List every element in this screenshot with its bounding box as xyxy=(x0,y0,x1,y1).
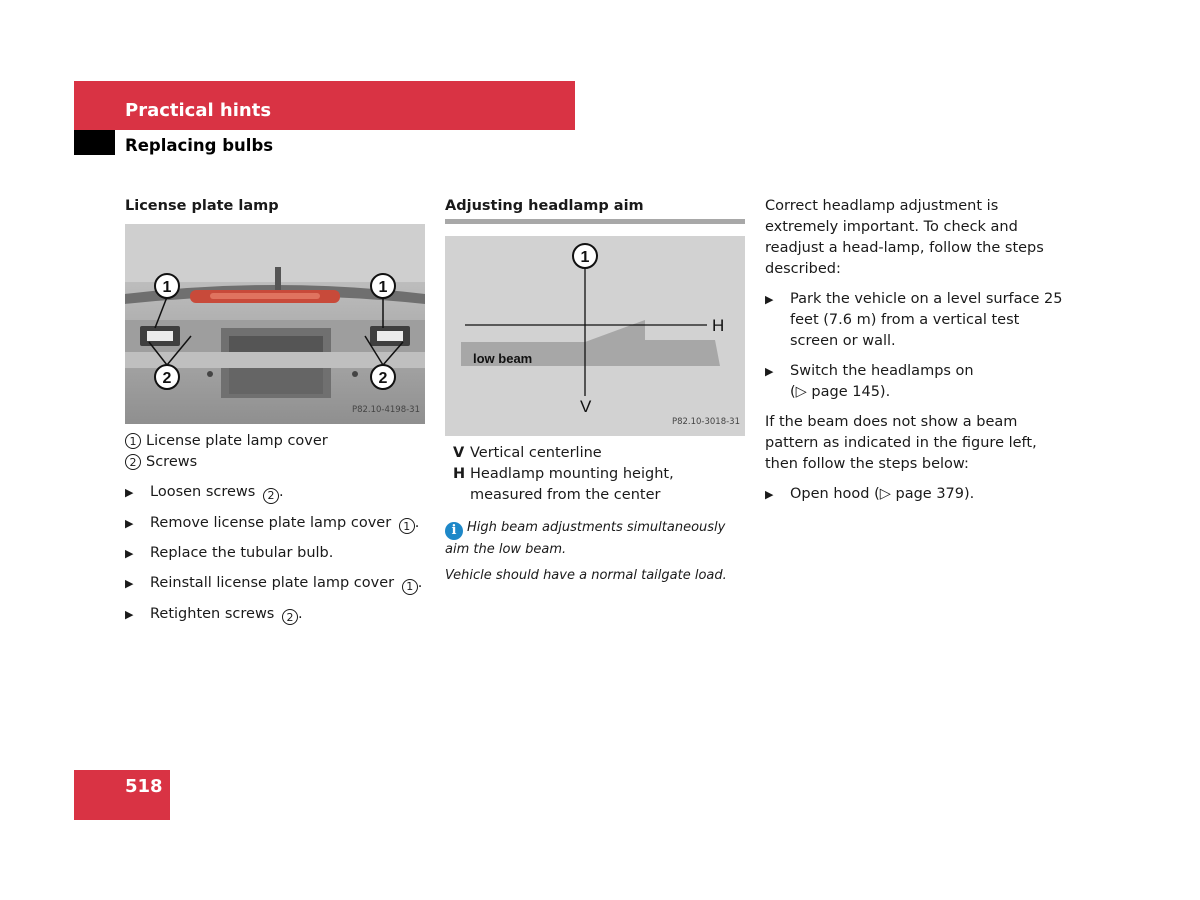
step-ref-icon: 2 xyxy=(263,488,279,504)
step-text: Loosen screws xyxy=(150,484,256,500)
step-end: . xyxy=(278,484,284,500)
section-title: Practical hints xyxy=(125,100,272,121)
step-ref-icon: 1 xyxy=(399,518,415,534)
step-text: Park the vehicle on a level surface 25 feet (7.6 m) from a vertical test screen or wall. xyxy=(790,291,1063,349)
step-text: Replace the tubular bulb. xyxy=(150,545,334,561)
step-item xyxy=(765,484,1070,505)
column-adjustment-steps xyxy=(765,196,1070,514)
legend-item xyxy=(125,452,425,473)
beam-pattern-paragraph: If the beam does not show a beam pattern as indicated in the figure left, then follow the steps below: xyxy=(765,414,1037,472)
step-item xyxy=(765,361,1070,403)
license-plate-heading: License plate lamp xyxy=(125,198,279,214)
bullet-arrow-icon: ▶ xyxy=(125,486,134,499)
diagram-callout-1: 1 xyxy=(580,249,590,266)
step-item xyxy=(125,543,425,564)
legend-item xyxy=(453,443,745,464)
header-marker xyxy=(74,130,115,155)
legend-text: Headlamp mounting height, measured from the center xyxy=(470,466,674,503)
info-icon: i xyxy=(445,522,463,540)
step-end: . xyxy=(297,605,303,622)
heading-rule xyxy=(445,219,745,224)
step-ref-icon: 1 xyxy=(402,579,418,595)
bullet-arrow-icon: ▶ xyxy=(125,577,134,590)
legend-key: H xyxy=(453,466,466,482)
callout-2-left: 2 xyxy=(162,370,172,387)
column-license-plate xyxy=(125,196,425,634)
legend-key: V xyxy=(453,445,465,461)
bullet-arrow-icon: ▶ xyxy=(125,516,134,530)
step-item xyxy=(125,573,425,595)
callout-1-left: 1 xyxy=(162,279,172,296)
figure-code: P82.10-4198-31 xyxy=(351,405,420,415)
step-item xyxy=(125,513,425,535)
page-reference: (▷ page 145). xyxy=(790,384,891,400)
callout-2-right: 2 xyxy=(378,370,388,387)
info-note xyxy=(445,518,745,559)
step-end: . xyxy=(414,514,420,531)
step-item xyxy=(765,289,1070,352)
tailgate-note: Vehicle should have a normal tailgate load. xyxy=(445,567,727,583)
headlamp-aim-heading: Adjusting headlamp aim xyxy=(445,198,644,214)
step-ref-icon: 2 xyxy=(282,609,298,625)
legend-number-icon: 2 xyxy=(125,454,141,470)
diagram-label-v: V xyxy=(580,397,592,416)
diagram-legend xyxy=(445,443,745,506)
figure-legend xyxy=(125,431,425,473)
subsection-title: Replacing bulbs xyxy=(125,136,274,155)
figure-code: P82.10-3018-31 xyxy=(671,417,740,427)
bullet-arrow-icon: ▶ xyxy=(125,607,134,621)
step-text: Switch the headlamps on xyxy=(790,363,974,379)
headlamp-aim-diagram xyxy=(445,236,745,436)
license-plate-illustration xyxy=(125,224,425,424)
license-plate-figure xyxy=(125,224,425,424)
step-list xyxy=(125,482,425,625)
legend-text: Screws xyxy=(146,454,198,470)
step-text: Reinstall license plate lamp cover xyxy=(150,575,395,591)
bullet-arrow-icon: ▶ xyxy=(765,365,774,378)
bullet-arrow-icon: ▶ xyxy=(125,547,134,560)
info-note-text: High beam adjustments simultaneously aim the low beam. xyxy=(445,520,726,557)
bullet-arrow-icon: ▶ xyxy=(765,488,774,501)
legend-text: License plate lamp cover xyxy=(146,433,328,449)
page-number: 518 xyxy=(125,776,163,797)
column-headlamp-aim xyxy=(445,196,745,585)
legend-item xyxy=(453,464,745,506)
step-item xyxy=(125,604,425,626)
diagram-label-h: H xyxy=(712,316,725,335)
step-text: Retighten screws xyxy=(150,605,275,622)
headlamp-aim-figure xyxy=(445,236,745,436)
legend-number-icon: 1 xyxy=(125,433,141,449)
diagram-label-low-beam: low beam xyxy=(473,351,533,366)
legend-text: Vertical centerline xyxy=(470,445,602,461)
step-text: Open hood (▷ page 379). xyxy=(790,486,975,502)
step-end: . xyxy=(417,575,423,591)
legend-item xyxy=(125,431,425,452)
intro-paragraph: Correct headlamp adjustment is extremely important. To check and readjust a head-lamp, follow the steps described: xyxy=(765,198,1044,277)
step-item xyxy=(125,482,425,504)
bullet-arrow-icon: ▶ xyxy=(765,293,774,306)
callout-1-right: 1 xyxy=(378,279,388,296)
step-text: Remove license plate lamp cover xyxy=(150,514,392,531)
